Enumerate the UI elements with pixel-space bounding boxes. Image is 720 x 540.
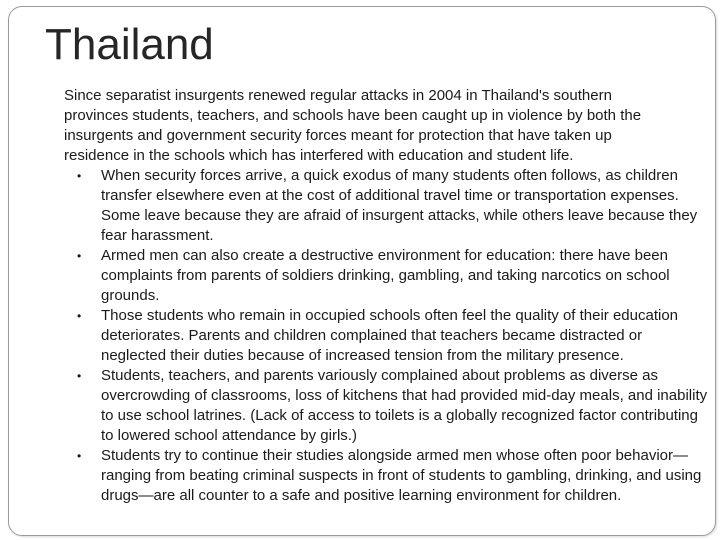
bullet-text: Armed men can also create a destructive environment for education: there have been complaints from parents of soldiers drinking, gambling, and taking narcotics on school grounds.	[101, 247, 670, 304]
bullet-icon: •	[77, 369, 82, 383]
intro-paragraph: Since separatist insurgents renewed regular attacks in 2004 in Thailand's southern provinces students, teachers, and schools have been caught up in violence by both the insurgents and government security forces meant for protection that have taken up residence in the schools which has interfered with education and student life.	[64, 87, 642, 164]
bullet-icon: •	[77, 249, 82, 263]
slide-title: Thailand	[45, 20, 214, 69]
slide-body	[64, 86, 710, 506]
bullet-icon: •	[77, 169, 82, 183]
bullet-icon: •	[77, 309, 82, 323]
bullet-item	[64, 446, 710, 506]
bullet-text: Those students who remain in occupied schools often feel the quality of their education deteriorates. Parents and children complained that teachers became distracted or neglected their duties because of increased tension from the military presence.	[101, 307, 679, 364]
bullet-text: Students, teachers, and parents variously complained about problems as diverse as overcrowding of classrooms, loss of kitchens that had provided mid-day meals, and inability to use school latrines. (Lack of access to toilets is a globally recognized factor contributing to lowered school attendance by girls.)	[101, 367, 708, 444]
bullet-icon: •	[77, 449, 82, 463]
bullet-item	[64, 166, 710, 246]
bullet-item	[64, 306, 710, 366]
bullet-text: Students try to continue their studies alongside armed men whose often poor behavior—ranging from beating criminal suspects in front of students to gambling, drinking, and using drugs—are all counter to a safe and positive learning environment for children.	[101, 447, 702, 504]
bullet-item	[64, 246, 710, 306]
bullet-text: When security forces arrive, a quick exodus of many students often follows, as children transfer elsewhere even at the cost of additional travel time or transportation expenses. Some leave because they are afraid of insurgent attacks, while others leave because they fear harassment.	[101, 167, 698, 244]
bullet-list	[64, 166, 710, 506]
bullet-item	[64, 366, 710, 446]
